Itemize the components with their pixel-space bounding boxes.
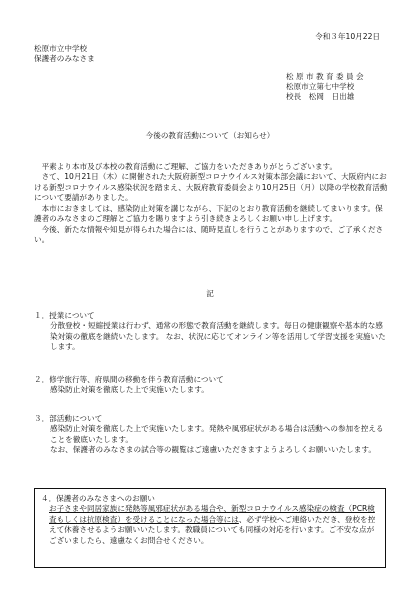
section-text: 分散登校・短縮授業は行わず、通常の形態で教育活動を継続します。毎日の健康観察や基本的な感染対策の徹底を継続いたします。 なお、状況に応じてオンライン等を活用して学習支援を実施いたします。: [50, 321, 386, 352]
body-paragraph: 平素より本市及び本校の教育活動にご理解、ご協力をいただきありがとうございます。: [34, 162, 338, 171]
section-school-trips: [34, 375, 390, 396]
body-text: [34, 162, 390, 246]
section-text: 感染防止対策を徹底した上で実施いたします。: [50, 385, 209, 395]
recipient-block: [34, 44, 95, 64]
sender-school: 松原市立第七中学校: [286, 82, 355, 92]
section-text: なお、保護者のみなさまの試合等の観覧はご遠慮いただきますようよろしくお願いいたします。: [50, 445, 376, 455]
notice-underlined-text: お子さまや同居家族に発熱等風邪症状がある場合や、新型コロナウイルス感染症の検査（PCR検査もしくは抗原検査）を受けることになった場合等には: [49, 504, 375, 524]
ki-mark: 記: [206, 289, 214, 298]
sender-principal: 校長 松岡 日出雄: [286, 92, 355, 102]
notice-rest-text: 、必ず学校へご連絡いただき、登校を控えて休養させるようお願いいたします。教職員についても同様の対応を行います。ご不安な点がございましたら、遠慮なくお問合せください。: [49, 514, 376, 545]
recipient-school: 松原市立中学校: [34, 44, 88, 53]
notice-text: [41, 504, 379, 546]
body-paragraph: 今後、新たな情報や知見が得られた場合には、随時見直しを行うことがありますので、ご了承ください。: [34, 224, 384, 245]
document-date: 令和３年10月22日: [315, 32, 380, 41]
section-heading: １．授業について: [34, 311, 95, 320]
sender-block: [286, 72, 364, 102]
section-text: 感染防止対策を徹底した上で実施いたします。発熱や風邪症状がある場合は活動への参加を控えることを徹底いたします。: [50, 424, 384, 444]
body-paragraph: さて、10月21日（木）に開催された大阪府新型コロナウイルス対策本部会議において、大阪府内における新型コロナウイルス感染状況を踏まえ、大阪府教育委員会より10月25日（月）以降の学校教育活動について要請がありました。: [34, 172, 388, 203]
notice-heading: ４．保護者のみなさまへのお願い: [41, 494, 155, 503]
sender-board: 松 原 市 教 育 委 員 会: [286, 72, 364, 81]
section-club-activities: [34, 414, 390, 456]
document-title: 今後の教育活動について（お知らせ）: [145, 131, 275, 140]
section-heading: ２．修学旅行等、府県間の移動を伴う教育活動について: [34, 375, 224, 384]
body-paragraph: 本市におきましては、感染防止対策を講じながら、下記のとおり教育活動を継続してまいります。保護者のみなさまのご理解とご協力を賜りますよう引き続きよろしくお願い申し上げます。: [34, 203, 383, 224]
notice-box: [34, 488, 386, 568]
section-classes: [34, 311, 390, 353]
section-heading: ３．部活動について: [34, 414, 103, 423]
recipient-guardians: 保護者のみなさま: [34, 54, 95, 64]
